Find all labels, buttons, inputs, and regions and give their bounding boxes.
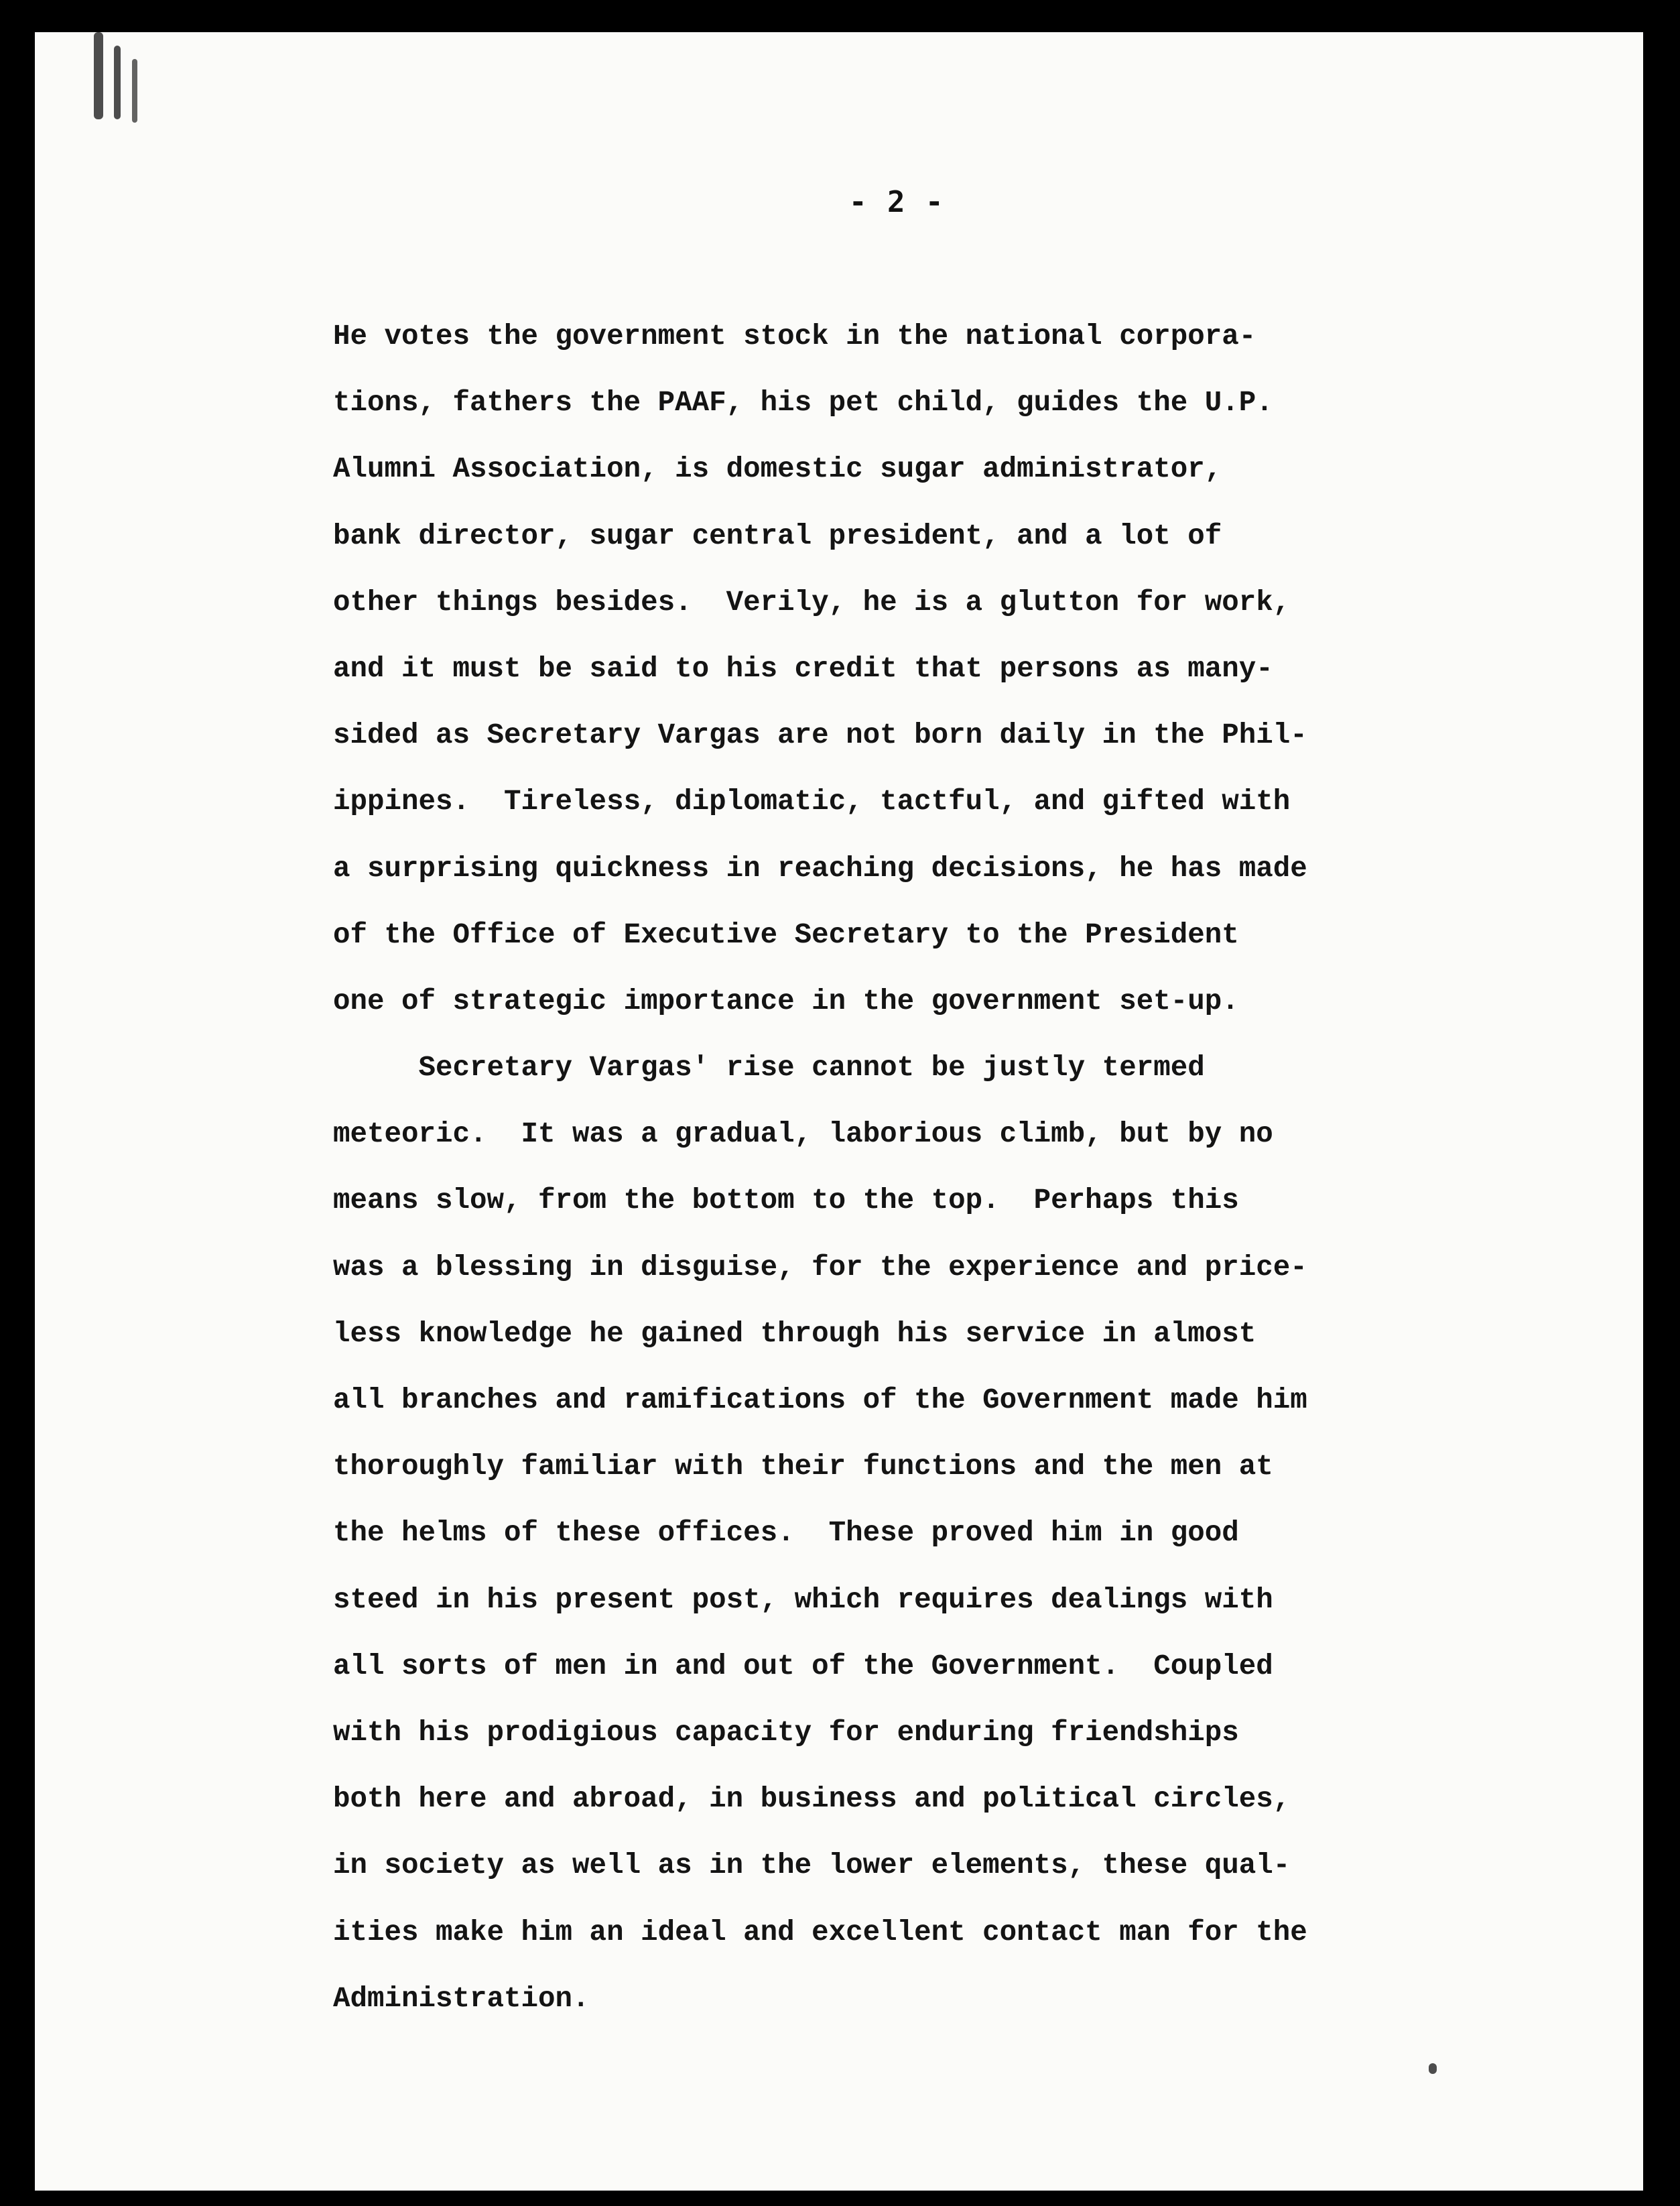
text-line: He votes the government stock in the national corpora- [333,320,1256,353]
text-line: ippines. Tireless, diplomatic, tactful, and gifted with [333,786,1291,818]
text-line: with his prodigious capacity for enduring friendships [333,1716,1239,1749]
text-line: tions, fathers the PAAF, his pet child, guides the U.P. [333,387,1273,420]
text-line: in society as well as in the lower elements, these qual- [333,1849,1291,1882]
scan-mark [114,46,121,119]
text-line: of the Office of Executive Secretary to the President [333,918,1239,951]
text-line: bank director, sugar central president, and a lot of [333,519,1222,552]
text-line: Alumni Association, is domestic sugar administrator, [333,453,1222,486]
text-line: ities make him an ideal and excellent contact man for the [333,1916,1307,1949]
scan-mark [1429,2063,1437,2074]
text-line: thoroughly familiar with their functions and the men at [333,1451,1273,1483]
text-line: meteoric. It was a gradual, laborious climb, but by no [333,1118,1273,1151]
text-line: all branches and ramifications of the Government made him [333,1384,1307,1416]
text-line: Administration. [333,1982,590,2015]
text-line: other things besides. Verily, he is a glutton for work, [333,586,1291,619]
text-line: sided as Secretary Vargas are not born daily in the Phil- [333,719,1307,752]
text-line: means slow, from the bottom to the top. Perhaps this [333,1184,1239,1217]
text-line: less knowledge he gained through his service in almost [333,1317,1256,1350]
document-page [35,32,1643,2191]
text-line: was a blessing in disguise, for the experience and price- [333,1251,1307,1284]
text-line: both here and abroad, in business and political circles, [333,1783,1291,1816]
scan-mark [132,59,137,123]
scan-mark [94,32,103,119]
text-line: the helms of these offices. These proved him in good [333,1517,1239,1550]
text-line: steed in his present post, which requires dealings with [333,1583,1273,1616]
text-line: Secretary Vargas' rise cannot be justly termed [333,1052,1205,1085]
text-line: one of strategic importance in the government set-up. [333,985,1239,1018]
page-number: - 2 - [849,185,945,219]
body-text [333,304,1539,2032]
text-line: all sorts of men in and out of the Government. Coupled [333,1650,1273,1682]
text-line: a surprising quickness in reaching decisions, he has made [333,852,1307,885]
text-line: and it must be said to his credit that persons as many- [333,652,1273,685]
